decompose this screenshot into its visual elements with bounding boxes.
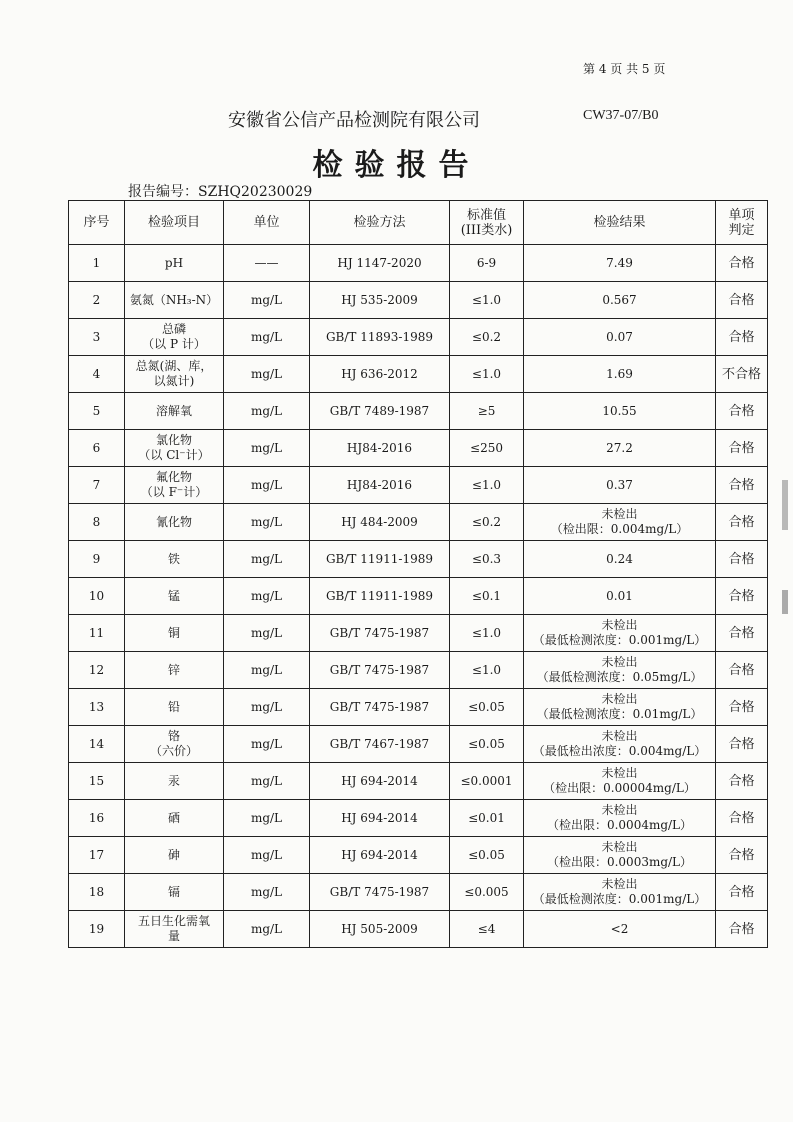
item-line: 锌 [167, 662, 180, 677]
unit-cell: mg/L [224, 800, 310, 837]
table-row [69, 393, 768, 430]
unit-cell: mg/L [224, 689, 310, 726]
standard-cell: ≤0.0001 [450, 763, 524, 800]
header-result: 检验结果 [524, 201, 716, 245]
item-line: 铬 [167, 729, 180, 743]
seq-cell: 2 [69, 282, 125, 319]
verdict-cell: 合格 [716, 726, 768, 763]
result-line: 未检出 [601, 803, 638, 817]
item-line: （六价） [149, 744, 198, 758]
standard-cell: ≤1.0 [450, 615, 524, 652]
scan-edge-mark [782, 590, 788, 614]
table-row [69, 911, 768, 948]
result-line: （最低检出浓度：0.004mg/L） [532, 744, 707, 758]
verdict-cell: 合格 [716, 652, 768, 689]
standard-cell: ≤1.0 [450, 282, 524, 319]
verdict-cell: 合格 [716, 319, 768, 356]
header-verdict-line2: 判定 [728, 222, 755, 238]
unit-cell: mg/L [224, 541, 310, 578]
table-row [69, 726, 768, 763]
result-line: 未检出 [601, 655, 638, 669]
header-method: 检验方法 [310, 201, 450, 245]
standard-cell: 6-9 [450, 245, 524, 282]
verdict-cell: 合格 [716, 245, 768, 282]
seq-cell: 4 [69, 356, 125, 393]
item-line: pH [164, 255, 184, 270]
header-verdict-line1: 单项 [728, 207, 755, 223]
seq-cell: 13 [69, 689, 125, 726]
item-line: 锰 [167, 588, 180, 603]
item-line: （以 Cl⁻计） [138, 448, 210, 462]
unit-cell: mg/L [224, 319, 310, 356]
report-number: 报告编号：SZHQ20230029 [128, 184, 313, 200]
header-standard-line1: 标准值 [466, 207, 506, 223]
result-cell [524, 726, 716, 763]
method-cell: GB/T 7467-1987 [310, 726, 450, 763]
results-table [68, 200, 768, 948]
verdict-cell: 合格 [716, 393, 768, 430]
standard-cell: ≤1.0 [450, 356, 524, 393]
method-cell: HJ 694-2014 [310, 763, 450, 800]
seq-cell: 14 [69, 726, 125, 763]
result-cell [524, 763, 716, 800]
result-line: 0.24 [606, 551, 633, 566]
standard-cell: ≤0.01 [450, 800, 524, 837]
item-cell [125, 874, 224, 911]
result-line: 未检出 [601, 692, 638, 706]
seq-cell: 16 [69, 800, 125, 837]
unit-cell: mg/L [224, 726, 310, 763]
unit-cell: mg/L [224, 504, 310, 541]
item-line: 砷 [167, 847, 180, 862]
header-unit: 单位 [224, 201, 310, 245]
item-cell [125, 504, 224, 541]
header-verdict [716, 201, 768, 245]
result-cell [524, 282, 716, 319]
item-cell [125, 689, 224, 726]
item-cell [125, 430, 224, 467]
result-line: （检出限：0.0003mg/L） [546, 855, 693, 869]
header-standard-line2: (III类水) [460, 222, 513, 238]
method-cell: GB/T 7475-1987 [310, 652, 450, 689]
item-cell [125, 837, 224, 874]
table-row [69, 541, 768, 578]
method-cell: HJ 636-2012 [310, 356, 450, 393]
standard-cell: ≤4 [450, 911, 524, 948]
method-cell: GB/T 7475-1987 [310, 615, 450, 652]
document-code: CW37-07/B0 [583, 108, 659, 123]
result-line: <2 [610, 921, 629, 936]
item-line: 汞 [167, 773, 180, 788]
result-line: 1.69 [606, 366, 633, 381]
item-line: 硒 [167, 810, 180, 825]
seq-cell: 12 [69, 652, 125, 689]
item-cell [125, 763, 224, 800]
standard-cell: ≤1.0 [450, 467, 524, 504]
result-line: （最低检测浓度：0.01mg/L） [536, 707, 703, 721]
method-cell: GB/T 11911-1989 [310, 578, 450, 615]
standard-cell: ≤0.005 [450, 874, 524, 911]
standard-cell: ≤0.2 [450, 319, 524, 356]
scan-edge-mark [782, 480, 788, 530]
seq-cell: 17 [69, 837, 125, 874]
verdict-cell: 合格 [716, 763, 768, 800]
item-cell [125, 393, 224, 430]
result-line: 未检出 [601, 729, 638, 743]
item-line: 五日生化需氧 [137, 914, 210, 928]
result-cell [524, 356, 716, 393]
table-row [69, 282, 768, 319]
verdict-cell: 合格 [716, 837, 768, 874]
result-line: 27.2 [606, 440, 633, 455]
item-line: 量 [167, 929, 180, 943]
item-line: 以氮计) [153, 374, 195, 388]
result-cell [524, 578, 716, 615]
method-cell: HJ 694-2014 [310, 837, 450, 874]
result-cell [524, 467, 716, 504]
item-line: 氰化物 [155, 514, 192, 529]
result-cell [524, 800, 716, 837]
unit-cell: mg/L [224, 911, 310, 948]
result-line: （检出限：0.00004mg/L） [543, 781, 696, 795]
unit-cell: mg/L [224, 652, 310, 689]
item-line: 镉 [167, 884, 180, 899]
standard-cell: ≤0.05 [450, 726, 524, 763]
verdict-cell: 合格 [716, 282, 768, 319]
result-line: 10.55 [602, 403, 637, 418]
item-line: 总氮(湖、库， [135, 359, 213, 373]
table-row [69, 467, 768, 504]
table-row [69, 430, 768, 467]
result-line: （最低检测浓度：0.05mg/L） [536, 670, 703, 684]
table-row [69, 837, 768, 874]
report-title: 检验报告 [312, 148, 481, 183]
seq-cell: 7 [69, 467, 125, 504]
seq-cell: 5 [69, 393, 125, 430]
method-cell: HJ 535-2009 [310, 282, 450, 319]
method-cell: GB/T 11893-1989 [310, 319, 450, 356]
result-line: 未检出 [601, 618, 638, 632]
verdict-cell: 合格 [716, 430, 768, 467]
method-cell: HJ84-2016 [310, 467, 450, 504]
result-line: 0.567 [602, 292, 637, 307]
result-line: 0.01 [606, 588, 633, 603]
seq-cell: 10 [69, 578, 125, 615]
result-cell [524, 652, 716, 689]
table-row [69, 652, 768, 689]
unit-cell: mg/L [224, 393, 310, 430]
item-cell [125, 282, 224, 319]
item-line: 氟化物 [155, 470, 192, 484]
unit-cell: mg/L [224, 467, 310, 504]
result-cell [524, 319, 716, 356]
table-row [69, 763, 768, 800]
table-row [69, 504, 768, 541]
table-row [69, 578, 768, 615]
method-cell: HJ 694-2014 [310, 800, 450, 837]
seq-cell: 9 [69, 541, 125, 578]
verdict-cell: 合格 [716, 689, 768, 726]
unit-cell: mg/L [224, 615, 310, 652]
method-cell: GB/T 7475-1987 [310, 874, 450, 911]
item-cell [125, 726, 224, 763]
result-cell [524, 504, 716, 541]
method-cell: HJ84-2016 [310, 430, 450, 467]
result-line: （最低检测浓度：0.001mg/L） [532, 633, 707, 647]
item-cell [125, 356, 224, 393]
result-line: 未检出 [601, 766, 638, 780]
item-cell [125, 467, 224, 504]
seq-cell: 3 [69, 319, 125, 356]
result-cell [524, 615, 716, 652]
item-cell [125, 615, 224, 652]
item-line: （以 F⁻计） [140, 485, 208, 499]
table-row [69, 615, 768, 652]
result-line: 0.07 [606, 329, 633, 344]
verdict-cell: 合格 [716, 615, 768, 652]
table-row [69, 689, 768, 726]
item-line: 铅 [167, 699, 180, 714]
result-cell [524, 689, 716, 726]
standard-cell: ≤0.05 [450, 689, 524, 726]
result-line: 0.37 [606, 477, 633, 492]
item-cell [125, 541, 224, 578]
standard-cell: ≤0.05 [450, 837, 524, 874]
table-body [69, 245, 768, 948]
unit-cell: mg/L [224, 578, 310, 615]
standard-cell: ≤0.1 [450, 578, 524, 615]
seq-cell: 18 [69, 874, 125, 911]
result-line: 未检出 [601, 840, 638, 854]
page-number: 第 4 页 共 5 页 [583, 62, 666, 76]
table-row [69, 800, 768, 837]
seq-cell: 15 [69, 763, 125, 800]
unit-cell: mg/L [224, 874, 310, 911]
result-cell [524, 837, 716, 874]
standard-cell: ≤1.0 [450, 652, 524, 689]
item-cell [125, 319, 224, 356]
header-standard [450, 201, 524, 245]
verdict-cell: 合格 [716, 800, 768, 837]
result-cell [524, 393, 716, 430]
method-cell: GB/T 11911-1989 [310, 541, 450, 578]
standard-cell: ≥5 [450, 393, 524, 430]
unit-cell: —— [224, 245, 310, 282]
result-cell [524, 874, 716, 911]
item-cell [125, 578, 224, 615]
result-cell [524, 911, 716, 948]
table-row [69, 874, 768, 911]
verdict-cell: 不合格 [716, 356, 768, 393]
standard-cell: ≤0.3 [450, 541, 524, 578]
result-line: （检出限：0.0004mg/L） [546, 818, 693, 832]
method-cell: GB/T 7475-1987 [310, 689, 450, 726]
result-line: 未检出 [601, 877, 638, 891]
table-row [69, 245, 768, 282]
table-row [69, 319, 768, 356]
item-line: 总磷 [161, 322, 186, 336]
result-cell [524, 430, 716, 467]
result-line: 未检出 [601, 507, 638, 521]
item-line: 溶解氧 [155, 403, 192, 418]
table-row [69, 356, 768, 393]
verdict-cell: 合格 [716, 911, 768, 948]
verdict-cell: 合格 [716, 874, 768, 911]
seq-cell: 8 [69, 504, 125, 541]
seq-cell: 1 [69, 245, 125, 282]
result-line: （检出限：0.004mg/L） [550, 522, 689, 536]
unit-cell: mg/L [224, 763, 310, 800]
verdict-cell: 合格 [716, 467, 768, 504]
method-cell: HJ 1147-2020 [310, 245, 450, 282]
method-cell: HJ 505-2009 [310, 911, 450, 948]
item-cell [125, 245, 224, 282]
item-line: 氯化物 [155, 433, 192, 447]
item-line: 氨氮（NH₃-N） [129, 292, 219, 307]
item-line: 铜 [167, 625, 180, 640]
unit-cell: mg/L [224, 837, 310, 874]
seq-cell: 11 [69, 615, 125, 652]
unit-cell: mg/L [224, 356, 310, 393]
item-cell [125, 800, 224, 837]
company-name: 安徽省公信产品检测院有限公司 [228, 110, 480, 131]
item-cell [125, 652, 224, 689]
header-seq: 序号 [69, 201, 125, 245]
item-line: 铁 [167, 551, 180, 566]
header-item: 检验项目 [125, 201, 224, 245]
item-line: （以 P 计） [142, 337, 206, 351]
method-cell: GB/T 7489-1987 [310, 393, 450, 430]
table-header-row [69, 201, 768, 245]
result-line: （最低检测浓度：0.001mg/L） [532, 892, 707, 906]
verdict-cell: 合格 [716, 504, 768, 541]
seq-cell: 6 [69, 430, 125, 467]
result-cell [524, 245, 716, 282]
unit-cell: mg/L [224, 430, 310, 467]
seq-cell: 19 [69, 911, 125, 948]
result-cell [524, 541, 716, 578]
method-cell: HJ 484-2009 [310, 504, 450, 541]
standard-cell: ≤250 [450, 430, 524, 467]
verdict-cell: 合格 [716, 541, 768, 578]
result-line: 7.49 [606, 255, 633, 270]
item-cell [125, 911, 224, 948]
verdict-cell: 合格 [716, 578, 768, 615]
unit-cell: mg/L [224, 282, 310, 319]
standard-cell: ≤0.2 [450, 504, 524, 541]
